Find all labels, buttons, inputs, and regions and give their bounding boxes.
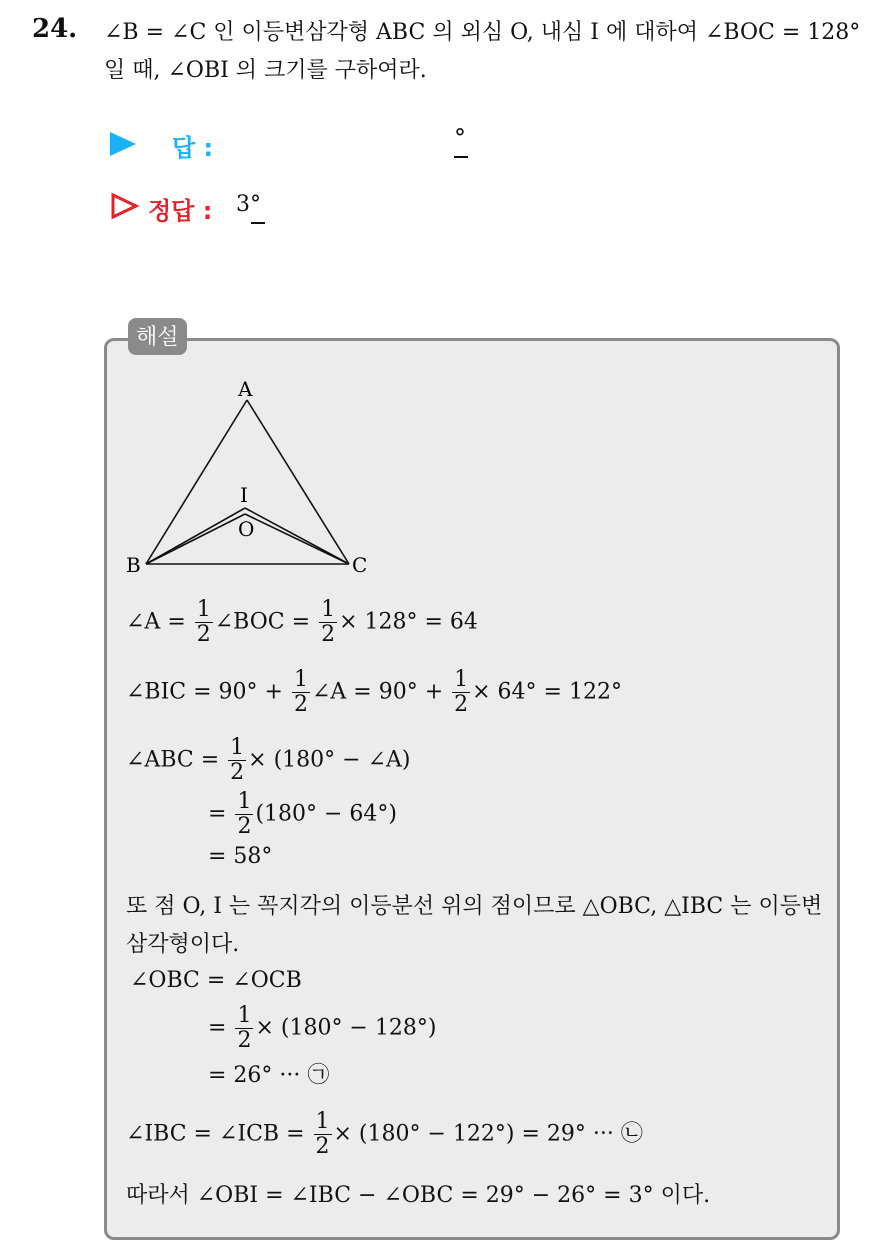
segment-ic — [245, 508, 349, 564]
equation-angle-abc: ∠ABC = $\frac{1}{2}$ × (180° − ∠A) — [126, 735, 411, 785]
explanation-paragraph: 또 점 O, I 는 꼭지각의 이등분선 위의 점이므로 △OBC, △IBC 는 이등변삼각형이다. — [126, 894, 823, 957]
correct-value: 3° — [236, 192, 261, 217]
equation-obc-result: = 26° ··· ㉠ — [208, 1063, 330, 1088]
label-c: C — [352, 553, 368, 577]
answer-underline — [454, 156, 468, 158]
correct-arrow-icon — [110, 192, 140, 220]
answer-arrow-icon — [110, 132, 136, 156]
segment-bi — [146, 508, 245, 564]
label-a: A — [238, 377, 253, 401]
equation-angle-a: ∠A = $\frac{1}{2}$ ∠BOC = $\frac{1}{2}$ × 128° = 64 — [126, 597, 478, 647]
triangle-diagram — [120, 372, 380, 582]
solution-tag: 해설 — [128, 318, 187, 355]
label-b: B — [126, 553, 141, 577]
side-ab — [146, 400, 247, 564]
question-text: ∠B = ∠C 인 이등변삼각형 ABC 의 외심 O, 내심 I 에 대하여 ∠BOC = 128° 일 때, ∠OBI 의 크기를 구하여라. — [104, 20, 861, 83]
answer-label: 답 : — [172, 134, 214, 162]
label-i: I — [240, 483, 248, 507]
conclusion-line: 따라서 ∠OBI = ∠IBC − ∠OBC = 29° − 26° = 3° 이다. — [126, 1183, 711, 1208]
equation-angle-ibc: ∠IBC = ∠ICB = $\frac{1}{2}$ × (180° − 122°) = 29° ··· ㉡ — [126, 1109, 643, 1159]
equation-angle-bic: ∠BIC = 90° + $\frac{1}{2}$ ∠A = 90° + $\frac{1}{2}$ × 64° = 122° — [126, 667, 622, 717]
label-o: O — [238, 517, 255, 541]
correct-label: 정답 : — [148, 197, 213, 225]
equation-angle-obc: ∠OBC = ∠OCB — [130, 968, 302, 993]
equation-abc-result: = 58° — [208, 844, 273, 869]
answer-unit: ° — [454, 124, 466, 152]
equation-abc-step2: = $\frac{1}{2}$ (180° − 64°) — [208, 789, 398, 839]
correct-underline — [251, 222, 265, 224]
equation-obc-step2: = $\frac{1}{2}$ × (180° − 128°) — [208, 1003, 437, 1053]
question-number: 24. — [32, 14, 78, 44]
